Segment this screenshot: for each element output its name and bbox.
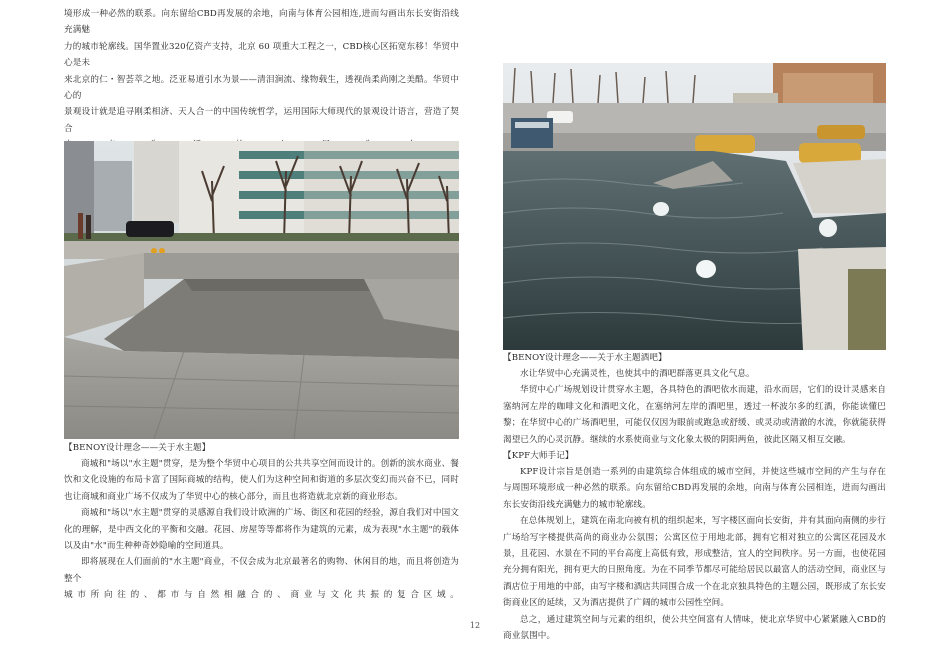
intro-line: 来北京的仁・智荟萃之地。泛亚易道引水为景——清泪涧流、缘物载生，透视尚柔尚刚之美酷。华贸中心的 [64, 74, 459, 102]
body-paragraph: 商城和"场以"水主题"贯穿，是为整个华贸中心项目的公共共享空间而设计的。创新的滨水商业、餐饮和文化设施的布局卡富了国际商城的结构，使人们为这种空间和街道的多层次变幻而兴奋不已，同时也让商城和商业广场不仅成为了华贸中心的核心部分，而且也将造就北京新的商业形态。 [64, 459, 459, 502]
closing-line: 即将展现在人们面前的"水主题"商业，不仅会成为北京最著名的购物、休闲目的地，而且将创造为整个 [64, 557, 459, 584]
section-heading: 【BENOY设计理念——关于水主题】 [64, 443, 211, 453]
intro-line: 境形成一种必然的联系。向东留给CBD再发展的余地，向南与体育公园相连,进而勾画出东长安街沿线充满魅 [64, 9, 459, 36]
body-paragraph: 商城和"场以"水主题"贯穿的灵感源自我们设计欧洲的广场、街区和花园的经验，源自我们对中国文化的理解，是中西文化的平衡和交融。花园、房屋等等都将作为建筑的元素，成为表现"水主题"的载体以及由"水"而生种种奇妙隐喻的空间道具。 [64, 508, 459, 552]
body-paragraph: KPF设计宗旨是创造一系列的由建筑综合体组成的城市空间，并使这些城市空间的产生与存在与周围环境形成一种必然的联系。向东留给CBD再发展的余地，向南与体育公园相连，进而勾画出东长安街沿线充满魅力的城市轮廓线。 [503, 467, 886, 510]
kpf-section-heading: 【KPF大师手记】 [503, 451, 574, 462]
body-paragraph: 在总体规划上，建筑在南北向被有机的组织起来，写字楼区面向长安街，并有其面向南侧的步行广场给写字楼提供高尚的商业办公氛围；公寓区位于用地北部，拥有它相对独立的公寓区花园及水景，且花园、水景在不同的平台高度上高低有致，形成整洁，宜人的空间秩序。另一方面，也使花园充分拥有阳光，拥有更大的日照角度。为在不同季节都尽可能给居民以最富人的活动空间，商业区与酒店位于用地的中部，由写字楼和酒店共同围合成一个在北京独具特色的主题公园，既形成了东长安街商业区的延续，又为酒店提供了广阔的城市公园性空间。 [503, 516, 886, 609]
left-lower-text [64, 441, 459, 604]
left-column [64, 6, 459, 154]
body-paragraph: 华贸中心广场规划设计贯穿水主题，各具特色的酒吧依水而建，沿水而居，它们的设计灵感来自塞纳河左岸的咖啡文化和酒吧文化，在塞纳河左岸的酒吧里，透过一杯波尔多的红酒，你能读懂巴黎；在华贸中心的广场酒吧里，可能仅仅因为眼前或跑急或舒缓、或灵动或清澈的水流，你就能获得渴望已久的心灵沉静。继续的水系使商业与文化象太极的阴阳两鱼，彼此区隔又相互交融。 [503, 385, 886, 445]
body-paragraph: 总之，通过建筑空间与元素的组织，使公共空间富有人情味，使北京华贸中心紧紧融入CBD的商业氛围中。 [503, 614, 886, 642]
body-paragraph: 水让华贸中心充满灵性，也使其中的酒吧群落更具文化气息。 [520, 369, 755, 379]
fountain-pool-photo [503, 63, 886, 350]
page-number: 12 [469, 621, 481, 630]
intro-line: 景观设计就是追寻刚柔相济、天人合一的中国传统哲学，运用国际大师现代的景观设计语言，营造了契合 [64, 107, 459, 134]
bar-section-heading: 【BENOY设计理念——关于水主题酒吧】 [503, 353, 667, 363]
closing-spread-line: 城市所向往的、都市与自然相融合的、商业与文化共振的复合区域。 [64, 590, 459, 601]
plaza-water-channel-photo [64, 141, 459, 439]
right-column [503, 351, 886, 645]
intro-line: 力的城市轮廓线。国华置业320亿资产支持，北京 60 项重大工程之一，CBD核心区拓宽东移！华贸中心是未 [64, 41, 459, 69]
